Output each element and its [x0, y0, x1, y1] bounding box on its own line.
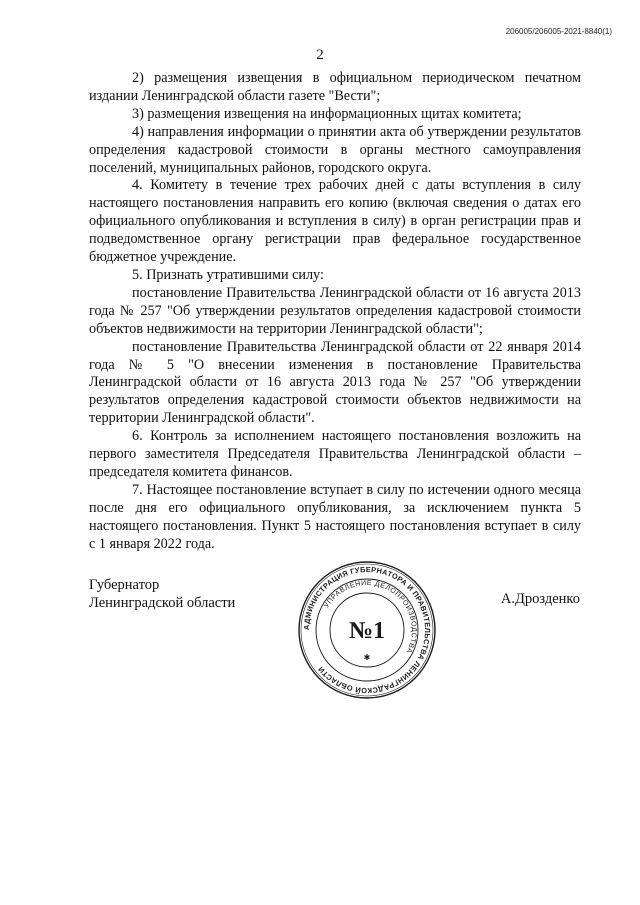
paragraph-clause-7: 7. Настоящее постановление вступает в силу по истечении одного месяца после дня его официального опубликования, за исключением пункта 5 настоящего постановления. Пункт 5 настоящего постановления вступает в силу с 1 января 2022 года. [89, 481, 581, 552]
paragraph-repealed-act-2: постановление Правительства Ленинградской области от 22 января 2014 года № 5 "О внесении изменения в постановление Правительства Ленинградской области от 16 августа 2013 года № 257 "Об утверждении результатов определения кадастровой стоимости объектов недвижимости на территории Ленинградской области". [89, 338, 581, 427]
signer-title-line2: Ленинградской области [89, 595, 236, 611]
paragraph-item-4: 4) направления информации о принятии акта об утверждении результатов определения кадастровой стоимости в органы местного самоуправления поселений, муниципальных районов, городского округа. [89, 123, 581, 176]
seal-inner-text: УПРАВЛЕНИЕ ДЕЛОПРОИЗВОДСТВА [323, 579, 418, 655]
document-id: 206005/206005-2021-8840(1) [505, 27, 612, 36]
seal-outer-text: АДМИНИСТРАЦИЯ ГУБЕРНАТОРА И ПРАВИТЕЛЬСТВА ЛЕНИНГРАДСКОЙ ОБЛАСТИ [301, 564, 433, 696]
paragraph-item-2: 2) размещения извещения в официальном периодическом печатном издании Ленинградской области газете "Вести"; [89, 70, 581, 104]
signer-name: А.Дрозденко [500, 591, 580, 607]
paragraph-clause-5: 5. Признать утратившими силу: [132, 266, 324, 283]
document-body [89, 70, 581, 553]
paragraph-item-3: 3) размещения извещения на информационных щитах комитета; [132, 105, 522, 122]
paragraph-clause-6: 6. Контроль за исполнением настоящего постановления возложить на первого заместителя Председателя Правительства Ленинградской области – председателя комитета финансов. [89, 428, 581, 480]
signature-block [89, 576, 235, 612]
seal-star-icon: ✱ [363, 653, 371, 662]
page-number: 2 [316, 47, 324, 63]
seal-number: №1 [348, 618, 386, 644]
official-seal-icon [297, 560, 437, 700]
signer-title-line1: Губернатор [89, 577, 160, 593]
paragraph-clause-4: 4. Комитету в течение трех рабочих дней с даты вступления в силу настоящего постановления направить его копию (включая сведения о датах его официального опубликования и вступления в силу) в орган регистрации прав и подведомственное органу регистрации прав федеральное государственное бюджетное учреждение. [89, 177, 581, 266]
paragraph-repealed-act-1: постановление Правительства Ленинградской области от 16 августа 2013 года № 257 "Об утверждении результатов определения кадастровой стоимости объектов недвижимости на территории Ленинградской области"; [89, 284, 581, 337]
